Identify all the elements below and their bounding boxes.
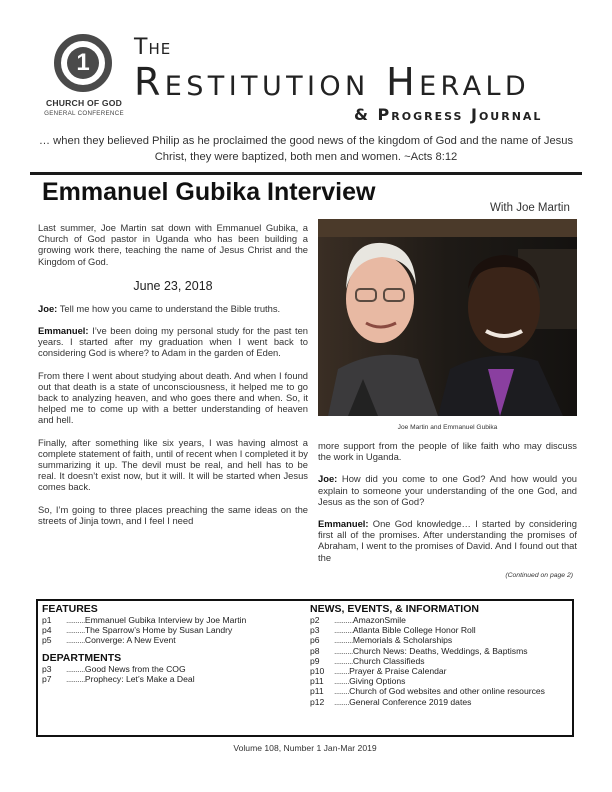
article-byline: With Joe Martin xyxy=(490,202,570,214)
article-left-column xyxy=(38,222,308,537)
page-number: p1 xyxy=(42,615,52,625)
answer-2 xyxy=(318,518,577,563)
masthead-divider xyxy=(30,172,582,175)
item-title: Church News: Deaths, Weddings, & Baptisms xyxy=(352,645,528,656)
item-title: Good News from the COG xyxy=(84,663,186,674)
question-2 xyxy=(318,473,577,507)
question-1 xyxy=(38,303,308,314)
masthead-subtitle: & Progress Journal xyxy=(354,105,543,124)
interview-photo xyxy=(318,219,577,416)
logo-subtitle: GENERAL CONFERENCE xyxy=(44,110,124,117)
answer-text: One God knowledge… I started by considering first all of the promises. After understanding the promises of Abraham, I went to the promises of David. And I found out that the xyxy=(318,518,577,563)
contents-item[interactable]: p2 ..........AmazonSmile xyxy=(310,615,406,625)
church-of-god-logo xyxy=(44,34,124,122)
article-intro: Last summer, Joe Martin sat down with Emmanuel Gubika, a Church of God pastor in Uganda who has been building a growing work there, teaching the name of Jesus Christ and the Kingdom of God. xyxy=(38,222,308,267)
contents-left-column xyxy=(42,603,302,684)
question-text: How did you come to one God? And how would you explain to someone your understanding of the one God, and Jesus as the son of God? xyxy=(318,473,577,507)
article-paragraph: Finally, after something like six years, I was having almost a complete statement of faith, until of recent when I completed it by summarizing it up. The devil must be real, and hell has to be real. It doesn’t exist now, but it will. It will be started when Jesus comes back. xyxy=(38,436,308,493)
contents-item[interactable]: p5 ..........Converge: A New Event xyxy=(42,635,176,646)
speaker-label: Emmanuel: xyxy=(38,325,89,337)
contents-item[interactable]: p4 ..........The Sparrow’s Home by Susan Landry xyxy=(42,625,233,636)
contents-item[interactable]: p3 ..........Atlanta Bible College Honor Roll xyxy=(310,625,476,636)
answer-text: I’ve been doing my personal study for the past ten years. I started after my graduation when I went back to considering God is where? to Adam in the garden of Eden. xyxy=(38,325,308,359)
page-number: p11 xyxy=(310,676,324,687)
contents-item[interactable]: p10 ........Prayer & Praise Calendar xyxy=(310,666,447,677)
item-title: AmazonSmile xyxy=(352,615,406,625)
departments-heading: DEPARTMENTS xyxy=(42,651,122,664)
page-number: p10 xyxy=(310,666,325,677)
article-paragraph: From there I went about studying about death. And when I found out that death is a state of unconsciousness, it helped me to go back to analyzing heaven, and who goes there and when. So, it helped me to come up with a better understanding of heaven and hell. xyxy=(38,369,308,426)
item-title: General Conference 2019 dates xyxy=(349,696,472,707)
contents-item[interactable]: p1 ..........Emmanuel Gubika Interview by Joe Martin xyxy=(42,615,247,625)
item-title: Emmanuel Gubika Interview by Joe Martin xyxy=(84,615,247,625)
interview-date: June 23, 2018 xyxy=(133,278,213,293)
item-title: Prayer & Praise Calendar xyxy=(349,666,447,677)
contents-right-column xyxy=(310,603,572,707)
page-number: p3 xyxy=(42,663,52,674)
item-title: Prophecy: Let’s Make a Deal xyxy=(84,673,195,684)
page-number: p5 xyxy=(42,635,52,646)
interview-photo-illustration xyxy=(318,219,577,416)
speaker-label: Joe: xyxy=(318,473,338,485)
article-paragraph: more support from the people of like faith who may discuss the work in Uganda. xyxy=(318,440,577,463)
contents-item[interactable]: p6 ..........Memorials & Scholarships xyxy=(310,635,453,646)
photo-caption: Joe Martin and Emmanuel Gubika xyxy=(397,424,498,431)
page-number: p2 xyxy=(310,615,320,625)
page-number: p9 xyxy=(310,655,320,666)
features-heading: FEATURES xyxy=(42,603,98,615)
masthead-the: The xyxy=(134,35,172,60)
masthead-title: Restitution Herald xyxy=(134,60,531,104)
contents-item[interactable]: p11 ........Giving Options xyxy=(310,676,406,687)
contents-item[interactable]: p3 ..........Good News from the COG xyxy=(42,663,186,674)
news-heading: NEWS, EVENTS, & INFORMATION xyxy=(310,603,479,615)
article-headline: Emmanuel Gubika Interview xyxy=(42,178,376,206)
question-text: Tell me how you came to understand the Bible truths. xyxy=(57,302,281,314)
item-title: The Sparrow’s Home by Susan Landry xyxy=(84,625,233,636)
page-number: p3 xyxy=(310,625,320,636)
page-number: p4 xyxy=(42,625,52,636)
article-right-column xyxy=(318,440,577,574)
continued-note: (Continued on page 2) xyxy=(505,572,573,579)
table-of-contents xyxy=(36,599,574,737)
departments-list xyxy=(42,664,302,684)
item-title: Atlanta Bible College Honor Roll xyxy=(352,625,476,636)
item-title: Converge: A New Event xyxy=(84,635,176,646)
contents-item[interactable]: p8 ..........Church News: Deaths, Weddings, & Baptisms xyxy=(310,645,528,656)
volume-info: Volume 108, Number 1 Jan-Mar 2019 xyxy=(233,743,377,753)
item-title: Church Classifieds xyxy=(352,655,425,666)
page-number: p12 xyxy=(310,696,325,707)
item-title: Memorials & Scholarships xyxy=(352,635,453,646)
page-number: p8 xyxy=(310,645,320,656)
news-list xyxy=(310,615,572,707)
page-number: p7 xyxy=(42,673,52,684)
contents-item[interactable]: p7 ..........Prophecy: Let’s Make a Deal xyxy=(42,673,195,684)
logo-name: CHURCH OF GOD xyxy=(45,98,123,108)
features-list xyxy=(42,615,302,646)
speaker-label: Joe: xyxy=(38,302,58,314)
logo-numeral: 1 xyxy=(67,47,99,79)
article-paragraph: So, I’m going to three places preaching the same ideas on the streets of Jinja town, and I feel I need xyxy=(38,503,308,526)
contents-item[interactable]: p9 ..........Church Classifieds xyxy=(310,655,425,666)
answer-1 xyxy=(38,325,308,359)
scripture-quote: … when they believed Philip as he proclaimed the good news of the kingdom of God and the name of Jesus Christ, they were baptized, both men and women. ~Acts 8:12 xyxy=(38,135,574,163)
page-number: p11 xyxy=(310,686,324,697)
item-title: Giving Options xyxy=(349,676,406,687)
contents-item[interactable]: p12 ........General Conference 2019 dates xyxy=(310,696,472,707)
item-title: Church of God websites and other online resources xyxy=(349,686,545,697)
page-number: p6 xyxy=(310,635,320,646)
contents-item[interactable]: p11 ........Church of God websites and other online resources xyxy=(310,686,545,697)
speaker-label: Emmanuel: xyxy=(318,518,369,530)
